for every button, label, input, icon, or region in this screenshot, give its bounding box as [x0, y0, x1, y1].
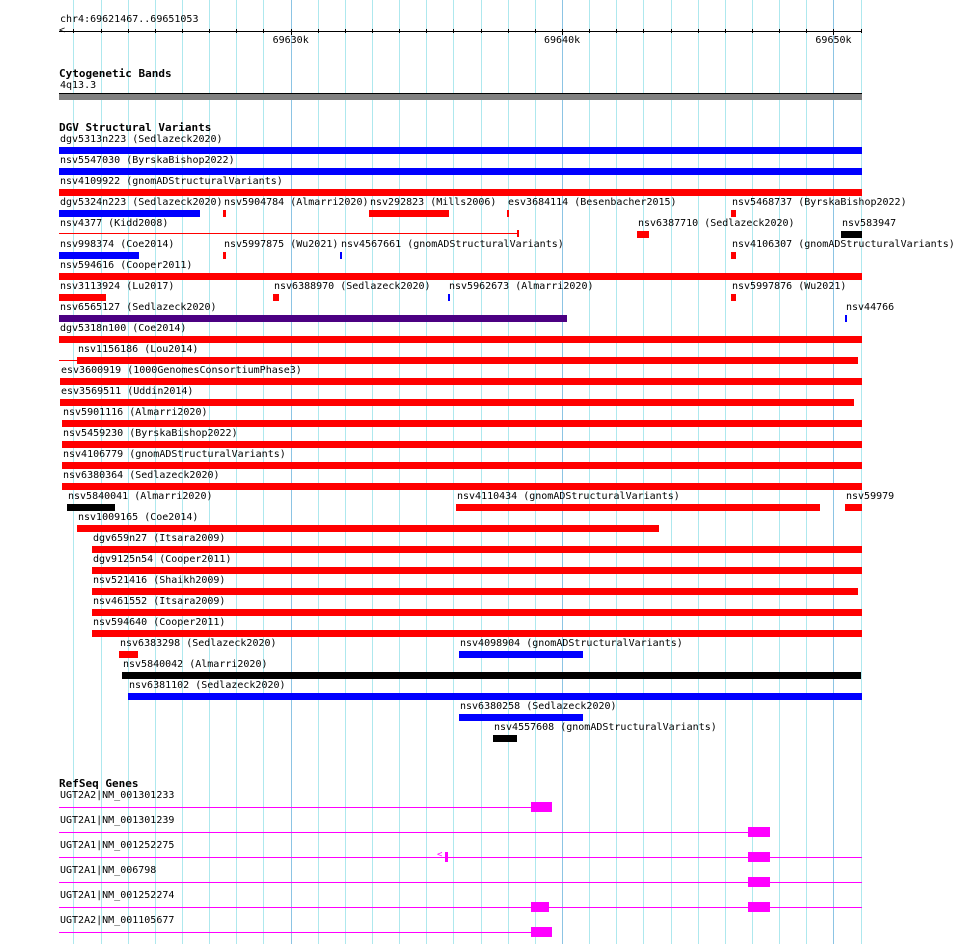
gene-intron-line[interactable] — [59, 832, 748, 833]
gene-exon[interactable] — [748, 902, 770, 912]
strand-arrow-icon: < — [437, 850, 443, 860]
track-title-refseq[interactable]: RefSeq Genes — [59, 777, 139, 790]
gene-intron-line[interactable] — [59, 857, 862, 858]
variant-label[interactable]: nsv461552 (Itsara2009) — [93, 596, 226, 607]
variant-label[interactable]: nsv4567661 (gnomADStructuralVariants) — [341, 239, 564, 250]
cytoband-label: 4q13.3 — [60, 80, 97, 91]
left-arrow-icon[interactable]: < — [59, 25, 66, 36]
variant-label[interactable]: nsv6388970 (Sedlazeck2020) — [274, 281, 431, 292]
variant-label[interactable]: esv3684114 (Besenbacher2015) — [508, 197, 677, 208]
gene-exon[interactable] — [531, 902, 549, 912]
gene-exon[interactable] — [748, 827, 770, 837]
gene-intron-line[interactable] — [59, 932, 531, 933]
variant-label[interactable]: nsv6380364 (Sedlazeck2020) — [63, 470, 220, 481]
region-label: chr4:69621467..69651053 — [60, 14, 199, 25]
variant-label[interactable]: dgv659n27 (Itsara2009) — [93, 533, 226, 544]
gene-intron-line[interactable] — [59, 882, 862, 883]
track-title-cytobands[interactable]: Cytogenetic Bands — [59, 67, 172, 80]
variant-label[interactable]: nsv59979 — [846, 491, 895, 502]
variant-label[interactable]: nsv521416 (Shaikh2009) — [93, 575, 226, 586]
ruler-tick-label: 69630k — [272, 35, 309, 46]
gene-exon[interactable] — [748, 852, 770, 862]
variant-label[interactable]: nsv998374 (Coe2014) — [60, 239, 175, 250]
variant-label[interactable]: nsv6383298 (Sedlazeck2020) — [120, 638, 277, 649]
variant-label[interactable]: nsv6380258 (Sedlazeck2020) — [460, 701, 617, 712]
variant-label[interactable]: nsv5459230 (ByrskaBishop2022) — [63, 428, 238, 439]
gene-exon[interactable] — [531, 802, 552, 812]
variant-label[interactable]: nsv1156186 (Lou2014) — [78, 344, 199, 355]
variant-label[interactable]: nsv5904784 (Almarri2020) — [224, 197, 369, 208]
ruler-tick-label: 69650k — [815, 35, 852, 46]
variant-label[interactable]: dgv5313n223 (Sedlazeck2020) — [60, 134, 223, 145]
variant-label[interactable]: esv3569511 (Uddin2014) — [61, 386, 194, 397]
gene-label[interactable]: UGT2A2|NM_001301233 — [60, 790, 175, 801]
variant-label[interactable]: nsv5840042 (Almarri2020) — [123, 659, 268, 670]
variant-label[interactable]: nsv292823 (Mills2006) — [370, 197, 497, 208]
gene-label[interactable]: UGT2A1|NM_001301239 — [60, 815, 175, 826]
variant-label[interactable]: esv3600919 (1000GenomesConsortiumPhase3) — [61, 365, 302, 376]
variant-label[interactable]: dgv5318n100 (Coe2014) — [60, 323, 187, 334]
variant-label[interactable]: nsv6387710 (Sedlazeck2020) — [638, 218, 795, 229]
gene-intron-line[interactable] — [59, 907, 862, 908]
gene-label[interactable]: UGT2A2|NM_001105677 — [60, 915, 175, 926]
variant-label[interactable]: nsv4557608 (gnomADStructuralVariants) — [494, 722, 717, 733]
track-title-dgv[interactable]: DGV Structural Variants — [59, 121, 212, 134]
gene-intron-line[interactable] — [59, 807, 531, 808]
variant-label[interactable]: nsv4106307 (gnomADStructuralVariants) — [732, 239, 955, 250]
variant-label[interactable]: nsv5997875 (Wu2021) — [224, 239, 339, 250]
variant-label[interactable]: dgv9125n54 (Cooper2011) — [93, 554, 232, 565]
variant-label[interactable]: nsv5901116 (Almarri2020) — [63, 407, 208, 418]
variant-label[interactable]: nsv594616 (Cooper2011) — [60, 260, 193, 271]
variant-label[interactable]: nsv1009165 (Coe2014) — [78, 512, 199, 523]
variant-label[interactable]: nsv4110434 (gnomADStructuralVariants) — [457, 491, 680, 502]
variant-label[interactable]: nsv5547030 (ByrskaBishop2022) — [60, 155, 235, 166]
variant-label[interactable]: nsv4098904 (gnomADStructuralVariants) — [460, 638, 683, 649]
variant-label[interactable]: nsv594640 (Cooper2011) — [93, 617, 226, 628]
gene-exon[interactable] — [445, 852, 448, 862]
variant-label[interactable]: nsv4109922 (gnomADStructuralVariants) — [60, 176, 283, 187]
variant-label[interactable]: nsv5962673 (Almarri2020) — [449, 281, 594, 292]
variant-label[interactable]: nsv6381102 (Sedlazeck2020) — [129, 680, 286, 691]
variant-label[interactable]: nsv5840041 (Almarri2020) — [68, 491, 213, 502]
variant-label[interactable]: nsv3113924 (Lu2017) — [60, 281, 175, 292]
variant-label[interactable]: nsv6565127 (Sedlazeck2020) — [60, 302, 217, 313]
gene-label[interactable]: UGT2A1|NM_006798 — [60, 865, 157, 876]
variant-label[interactable]: nsv4106779 (gnomADStructuralVariants) — [63, 449, 286, 460]
variant-label[interactable]: dgv5324n223 (Sedlazeck2020) — [60, 197, 223, 208]
ruler-tick-label: 69640k — [544, 35, 581, 46]
variant-label[interactable]: nsv44766 — [846, 302, 895, 313]
variant-label[interactable]: nsv5468737 (ByrskaBishop2022) — [732, 197, 907, 208]
variant-label[interactable]: nsv4377 (Kidd2008) — [60, 218, 169, 229]
gene-label[interactable]: UGT2A1|NM_001252275 — [60, 840, 175, 851]
variant-label[interactable]: nsv583947 — [842, 218, 897, 229]
gene-label[interactable]: UGT2A1|NM_001252274 — [60, 890, 175, 901]
gene-exon[interactable] — [748, 877, 770, 887]
variant-label[interactable]: nsv5997876 (Wu2021) — [732, 281, 847, 292]
gene-exon[interactable] — [531, 927, 552, 937]
